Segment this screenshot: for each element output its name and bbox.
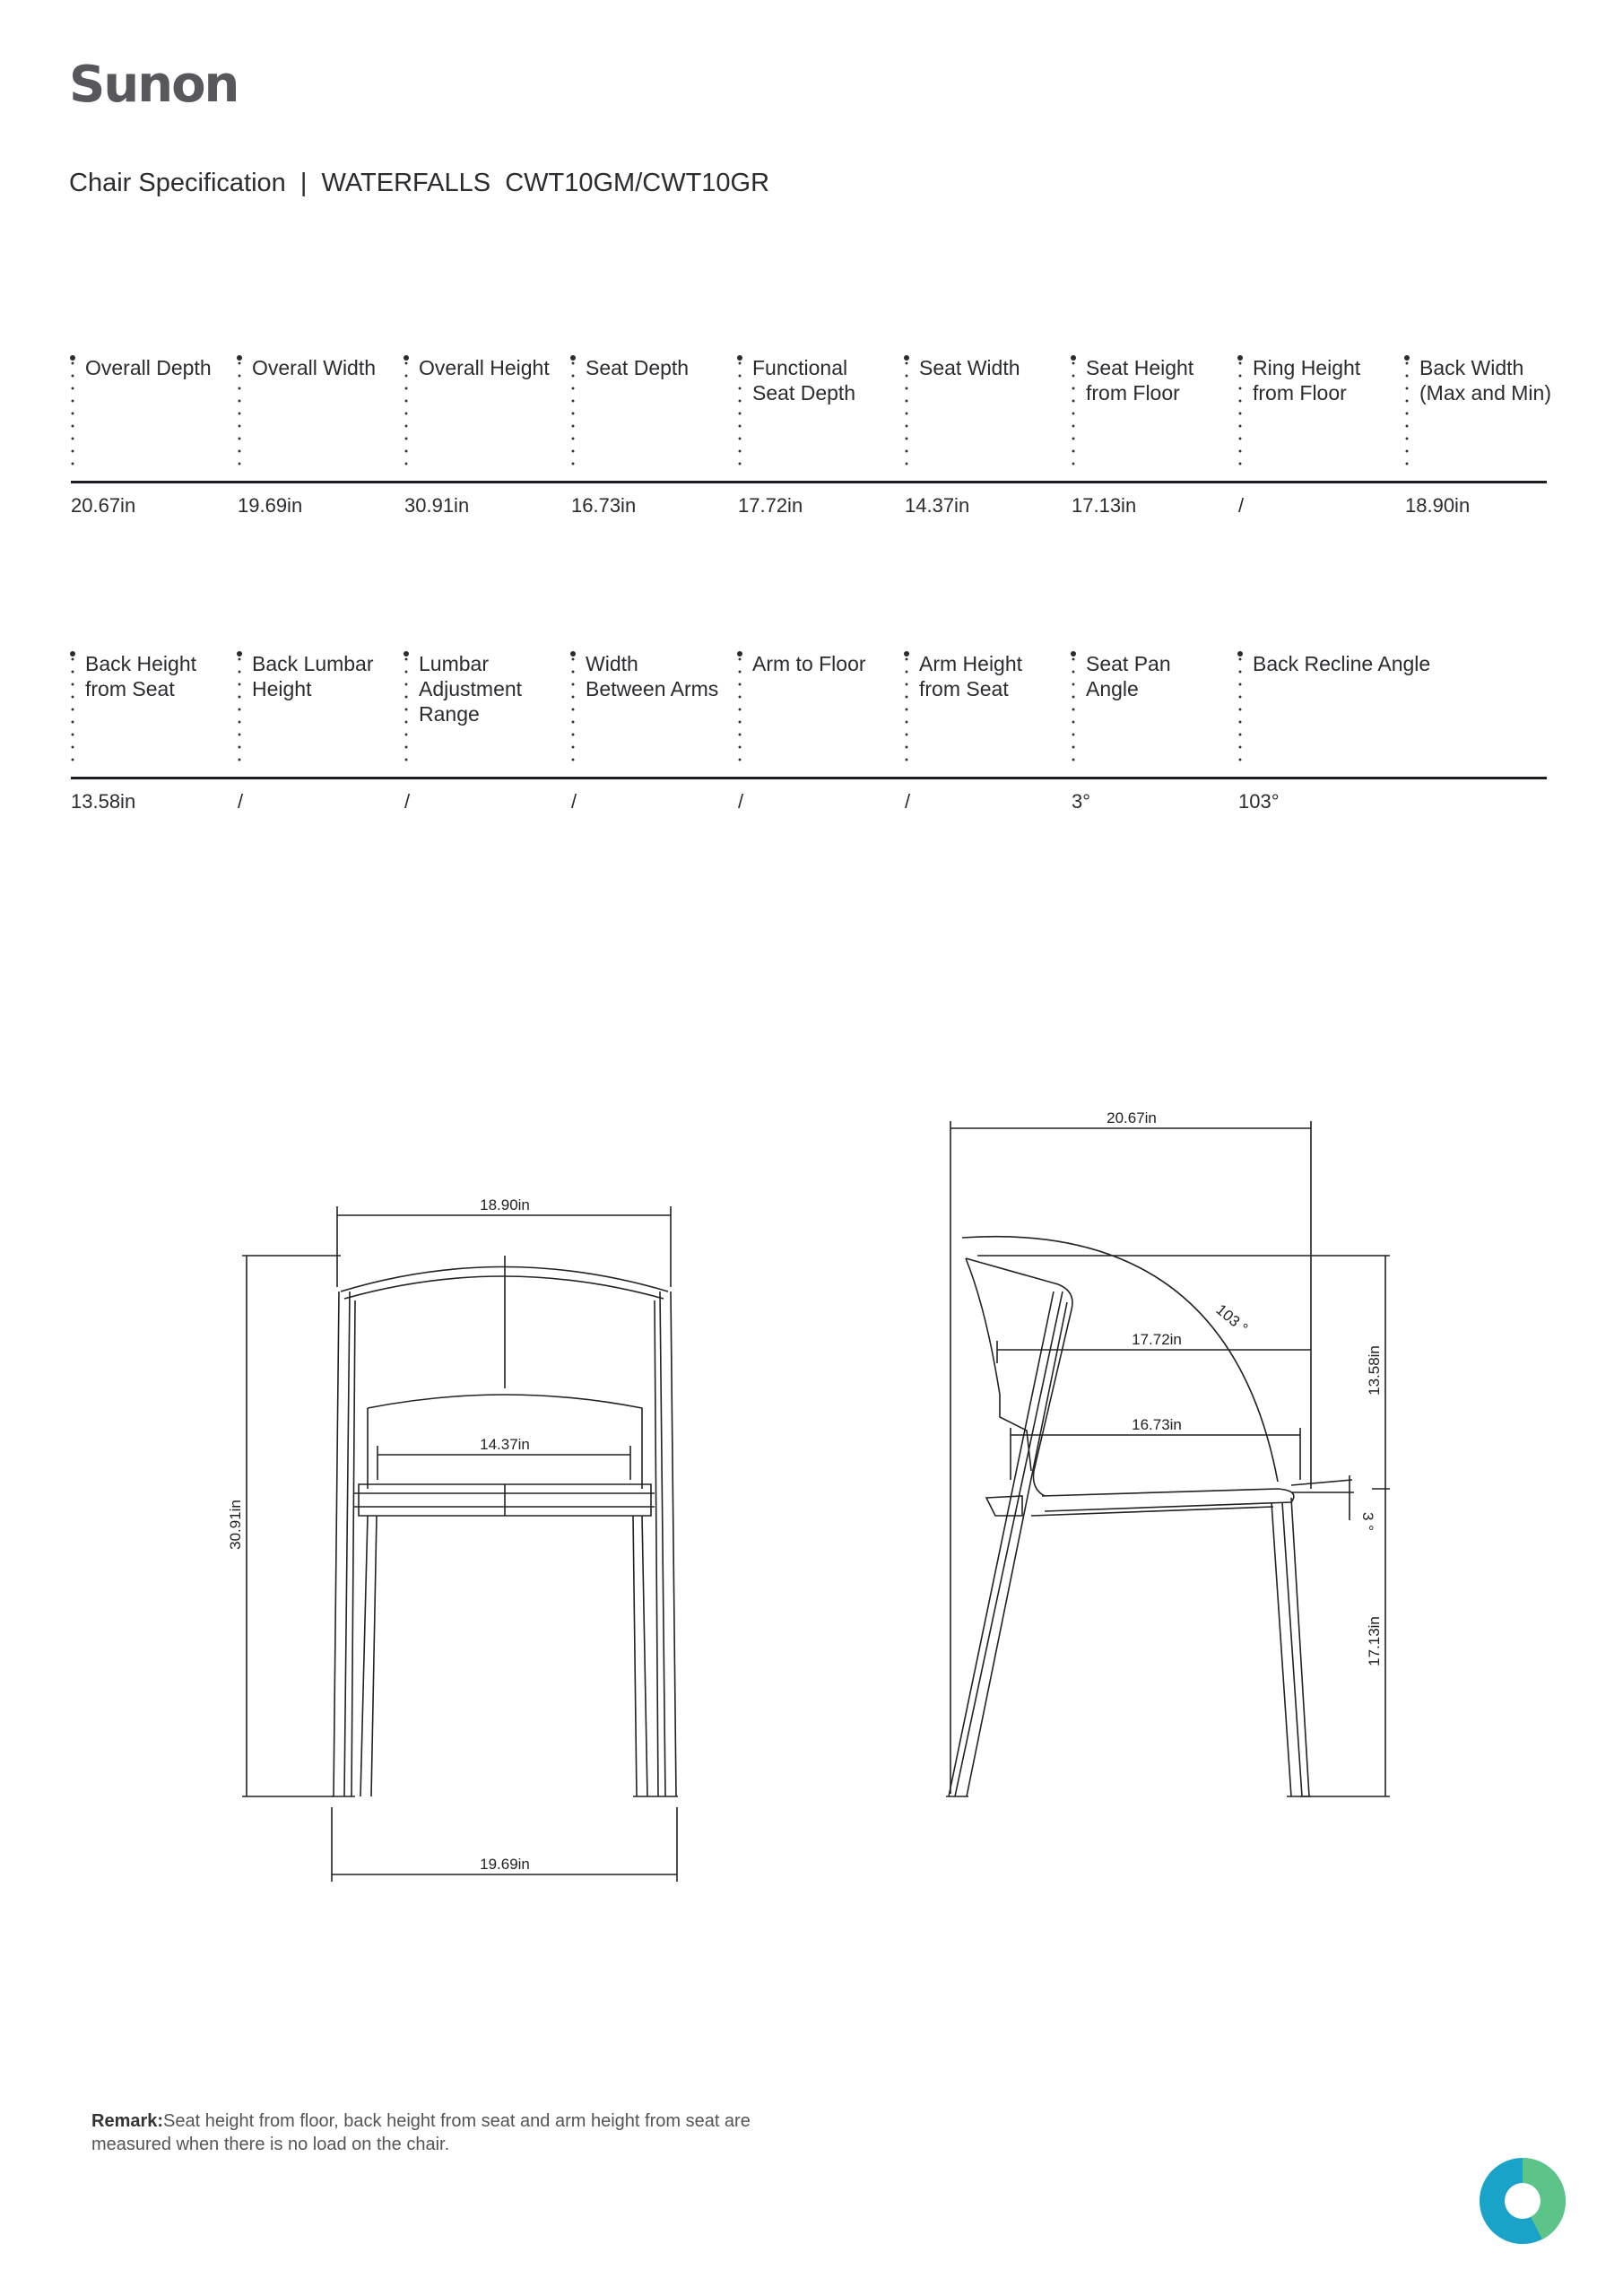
spec-header: Seat Width [905, 355, 1072, 481]
spec-value: 13.58in [71, 790, 136, 813]
spec-header: Seat Depth [571, 355, 738, 481]
spec-header: Lumbar Adjustment Range [404, 651, 571, 777]
dimension-recline-angle [962, 1237, 1278, 1482]
spec-header: Back Lumbar Height [238, 651, 404, 777]
svg-text:17.72in: 17.72in [1132, 1331, 1182, 1348]
spec-header: Arm to Floor [738, 651, 905, 777]
spec-header: Ring Height from Floor [1238, 355, 1405, 481]
svg-text:14.37in: 14.37in [480, 1436, 530, 1453]
remark-label: Remark: [91, 2111, 164, 2131]
svg-text:30.91in: 30.91in [227, 1500, 244, 1550]
spec-header: Overall Depth [71, 355, 238, 481]
remark-note [91, 2109, 827, 2156]
spec-header: Overall Width [238, 355, 404, 481]
svg-text:13.58in: 13.58in [1366, 1345, 1383, 1396]
spec-value: / [571, 790, 577, 813]
spec-value: 16.73in [571, 494, 637, 517]
spec-header: Seat Height from Floor [1072, 355, 1238, 481]
dimension-seat-depth [1011, 1416, 1300, 1480]
dimension-overall-height [227, 1256, 341, 1796]
dimension-overall-depth [950, 1109, 1311, 1794]
spec-value: / [738, 790, 744, 813]
spec-value: 20.67in [71, 494, 136, 517]
svg-text:20.67in: 20.67in [1107, 1109, 1157, 1126]
spec-value: / [404, 790, 411, 813]
spec-header: Functional Seat Depth [738, 355, 905, 481]
spec-value: 17.13in [1072, 494, 1137, 517]
sunon-badge-icon [1480, 2158, 1566, 2244]
svg-text:16.73in: 16.73in [1132, 1416, 1182, 1433]
remark-text: Seat height from floor, back height from seat and arm height from seat are measured when there is no load on the chair. [91, 2111, 751, 2154]
spec-value: / [905, 790, 911, 813]
svg-text:3 °: 3 ° [1359, 1512, 1376, 1531]
spec-header: Seat Pan Angle [1072, 651, 1238, 777]
side-view-drawing [946, 1109, 1390, 1796]
sunon-logo: Sunon [69, 56, 239, 114]
spec-value: 14.37in [905, 494, 970, 517]
spec-value: / [1238, 494, 1245, 517]
front-chair-outline [332, 1256, 678, 1796]
dimension-seat-width [378, 1436, 630, 1480]
spec-header: Back Height from Seat [71, 651, 238, 777]
spec-value: 103° [1238, 790, 1280, 813]
page-title: Chair Specification | WATERFALLS CWT10GM/CWT10GR [69, 169, 770, 197]
spec-value: 17.72in [738, 494, 803, 517]
side-chair-outline [946, 1258, 1311, 1796]
dimension-seat-angle [1291, 1475, 1376, 1531]
svg-text:17.13in: 17.13in [1366, 1616, 1383, 1666]
spec-header: Arm Height from Seat [905, 651, 1072, 777]
spec-value: 30.91in [404, 494, 470, 517]
spec-header: Back Width (Max and Min) [1405, 355, 1572, 481]
dimension-seat-height [1300, 1489, 1390, 1796]
spec-header: Width Between Arms [571, 651, 738, 777]
svg-text:19.69in: 19.69in [480, 1856, 530, 1873]
dimension-overall-width [332, 1807, 677, 1882]
dimension-back-width [337, 1196, 671, 1287]
spec-value: 3° [1072, 790, 1091, 813]
spec-value: 18.90in [1405, 494, 1471, 517]
spec-header: Back Recline Angle [1238, 651, 1507, 777]
svg-text:103 °: 103 ° [1212, 1300, 1252, 1337]
dimension-back-height [977, 1256, 1390, 1489]
svg-text:18.90in: 18.90in [480, 1196, 530, 1213]
spec-value: 19.69in [238, 494, 303, 517]
front-view-drawing [227, 1196, 678, 1882]
spec-header: Overall Height [404, 355, 571, 481]
spec-value: / [238, 790, 244, 813]
